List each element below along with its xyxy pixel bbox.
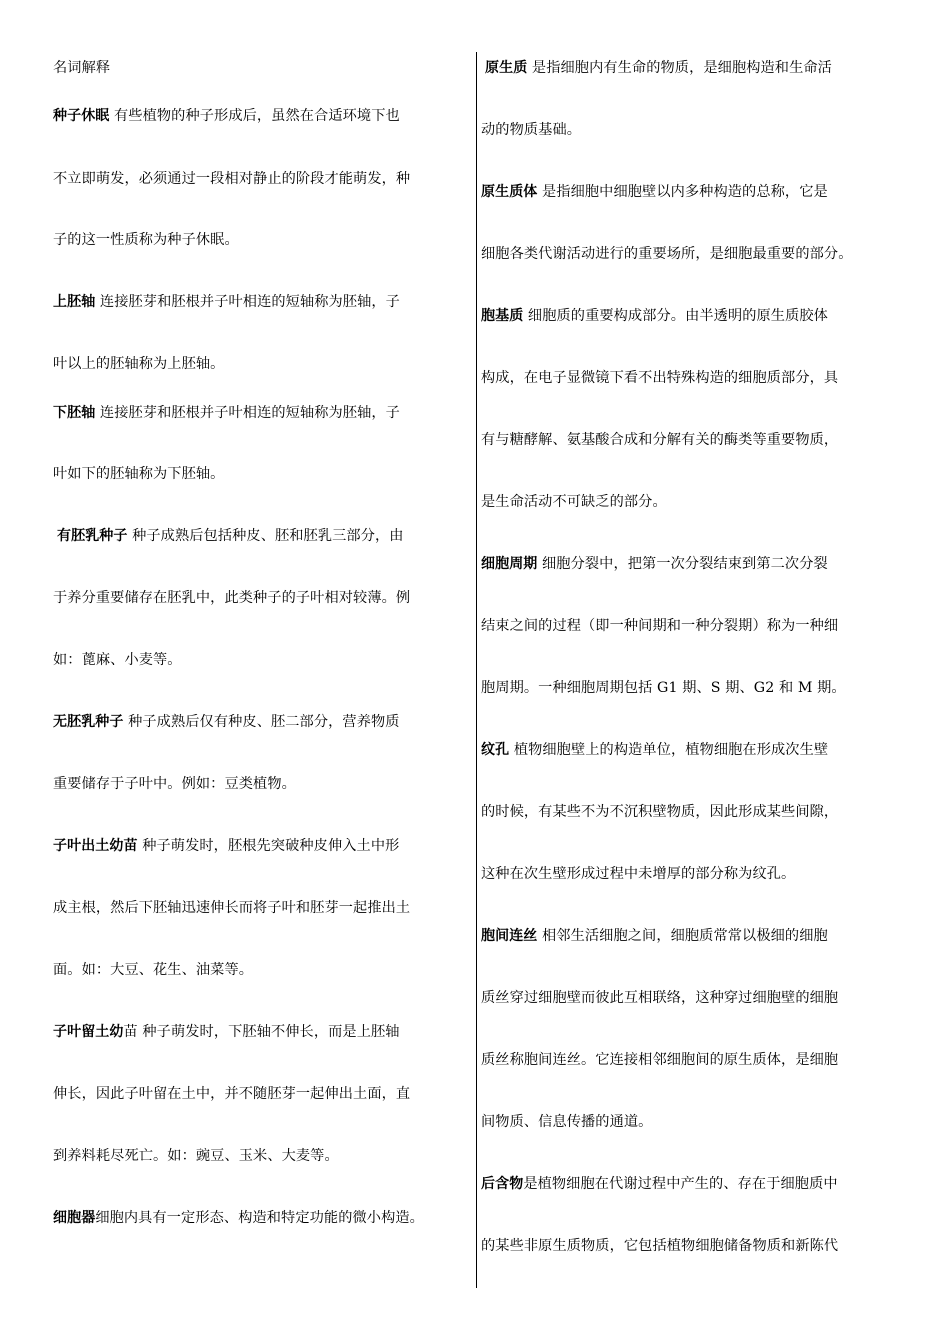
entry-epigeal-seedling-line-3: 面。如：大豆、花生、油菜等。 (53, 962, 254, 978)
entry-plasmodesma-line-1: 胞间连丝 相邻生活细胞之间，细胞质常常以极细的细胞 (481, 928, 828, 944)
entry-ergastic-substance-line-2: 的某些非原生质物质，它包括植物细胞储备物质和新陈代 (481, 1238, 839, 1254)
entry-pit-line-2: 的时候，有某些不为不沉积壁物质，因此形成某些间隙， (481, 804, 839, 820)
entry-cell-cycle-line-1: 细胞周期 细胞分裂中，把第一次分裂结束到第二次分裂 (481, 556, 828, 572)
entry-protoplasm-line-2: 动的物质基础。 (481, 122, 582, 138)
entry-exalbuminous-seed-line-2: 重要储存于子叶中。例如：豆类植物。 (53, 776, 296, 792)
section-heading: 名词解释 (53, 60, 111, 76)
entry-seed-dormancy-line-2: 不立即萌发，必须通过一段相对静止的阶段才能萌发，种 (53, 171, 411, 187)
term-cytosol: 胞基质 (481, 308, 524, 324)
entry-ergastic-substance-line-1: 后含物是植物细胞在代谢过程中产生的、存在于细胞质中 (481, 1176, 838, 1192)
entry-epigeal-seedling-line-1: 子叶出土幼苗 种子萌发时，胚根先突破种皮伸入土中形 (53, 838, 400, 854)
term-pit: 纹孔 (481, 742, 510, 758)
term-epigeal-seedling: 子叶出土幼苗 (53, 838, 138, 854)
entry-pit-line-3: 这种在次生壁形成过程中未增厚的部分称为纹孔。 (481, 866, 796, 882)
term-ergastic-substance: 后含物 (481, 1176, 524, 1192)
entry-cytosol-line-2: 构成，在电子显微镜下看不出特殊构造的细胞质部分，具 (481, 370, 839, 386)
entry-seed-dormancy-line-1: 种子休眠 有些植物的种子形成后，虽然在合适环境下也 (53, 108, 400, 124)
term-epicotyl: 上胚轴 (53, 294, 96, 310)
entry-cytosol-line-4: 是生命活动不可缺乏的部分。 (481, 494, 667, 510)
entry-pit-line-1: 纹孔 植物细胞壁上的构造单位，植物细胞在形成次生壁 (481, 742, 829, 758)
entry-protoplast-line-1: 原生质体 是指细胞中细胞壁以内多种构造的总称，它是 (481, 184, 828, 200)
entry-epigeal-seedling-line-2: 成主根，然后下胚轴迅速伸长而将子叶和胚芽一起推出土 (53, 900, 411, 916)
term-organelle: 细胞器 (53, 1210, 96, 1226)
term-seed-dormancy: 种子休眠 (53, 108, 110, 124)
column-divider (476, 52, 477, 1288)
term-cell-cycle: 细胞周期 (481, 556, 538, 572)
entry-epicotyl-line-2: 叶以上的胚轴称为上胚轴。 (53, 356, 225, 372)
entry-cell-cycle-line-3: 胞周期。一种细胞周期包括 G1 期、S 期、G2 和 M 期。 (481, 680, 846, 696)
entry-plasmodesma-line-2: 质丝穿过细胞壁而彼此互相联络，这种穿过细胞壁的细胞 (481, 990, 839, 1006)
entry-albuminous-seed-line-2: 于养分重要储存在胚乳中，此类种子的子叶相对较薄。例 (53, 590, 411, 606)
entry-cytosol-line-1: 胞基质 细胞质的重要构成部分。由半透明的原生质胶体 (481, 308, 828, 324)
entry-hypocotyl-line-2: 叶如下的胚轴称为下胚轴。 (53, 466, 225, 482)
entry-seed-dormancy-line-3: 子的这一性质称为种子休眠。 (53, 232, 239, 248)
entry-plasmodesma-line-4: 间物质、信息传播的通道。 (481, 1114, 653, 1130)
entry-hypogeal-seedling-line-2: 伸长，因此子叶留在土中，并不随胚芽一起伸出土面，直 (53, 1086, 411, 1102)
entry-protoplast-line-2: 细胞各类代谢活动进行的重要场所，是细胞最重要的部分。 (481, 246, 853, 262)
entry-hypogeal-seedling-line-1: 子叶留土幼苗 种子萌发时，下胚轴不伸长，而是上胚轴 (53, 1024, 400, 1040)
entry-hypogeal-seedling-line-3: 到养料耗尽死亡。如：豌豆、玉米、大麦等。 (53, 1148, 339, 1164)
entry-albuminous-seed-line-1: 有胚乳种子 种子成熟后包括种皮、胚和胚乳三部分，由 (57, 528, 404, 544)
entry-albuminous-seed-line-3: 如：蓖麻、小麦等。 (53, 652, 182, 668)
entry-protoplasm-line-1: 原生质 是指细胞内有生命的物质，是细胞构造和生命活 (485, 60, 832, 76)
entry-epicotyl-line-1: 上胚轴 连接胚芽和胚根并子叶相连的短轴称为胚轴，子 (53, 294, 400, 310)
term-protoplasm: 原生质 (485, 60, 528, 76)
entry-cytosol-line-3: 有与糖酵解、氨基酸合成和分解有关的酶类等重要物质， (481, 432, 839, 448)
entry-plasmodesma-line-3: 质丝称胞间连丝。它连接相邻细胞间的原生质体，是细胞 (481, 1052, 839, 1068)
term-hypocotyl: 下胚轴 (53, 405, 96, 421)
term-hypogeal-seedling: 子叶留土幼 (53, 1024, 124, 1040)
term-exalbuminous-seed: 无胚乳种子 (53, 714, 124, 730)
entry-exalbuminous-seed-line-1: 无胚乳种子 种子成熟后仅有种皮、胚二部分，营养物质 (53, 714, 400, 730)
term-albuminous-seed: 有胚乳种子 (57, 528, 128, 544)
entry-organelle-line-1: 细胞器细胞内具有一定形态、构造和特定功能的微小构造。 (53, 1210, 424, 1226)
entry-hypocotyl-line-1: 下胚轴 连接胚芽和胚根并子叶相连的短轴称为胚轴，子 (53, 405, 400, 421)
term-protoplast: 原生质体 (481, 184, 538, 200)
entry-cell-cycle-line-2: 结束之间的过程（即一种间期和一种分裂期）称为一种细 (481, 618, 839, 634)
term-plasmodesma: 胞间连丝 (481, 928, 538, 944)
